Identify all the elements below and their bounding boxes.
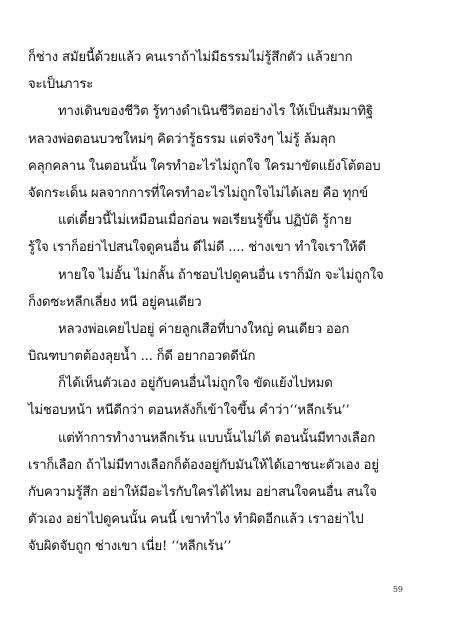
text-line: เราก็เลือก ถ้าไม่มีทางเลือกก็ต้องอยู่กับมันให้ได้เอาชนะตัวเอง อยู่	[28, 457, 379, 473]
page-number: 59	[392, 585, 403, 594]
text-line: กับความรู้สึก อย่าให้มีอะไรกับใครได้ไหม อย่าสนใจคนอื่น สนใจ	[28, 485, 377, 500]
text-line: บิณฑบาตต้องลุยน้ำ ... ก็ดี อยากอวดดีนัก	[28, 349, 256, 365]
text-line: แต่เดี๋ยวนี้ไม่เหมือนเมื่อก่อน พอเรียนรู้ขึ้น ปฏิบัติ รู้กาย	[58, 213, 352, 229]
text-line: ตัวเอง อย่าไปดูคนนั้น คนนี้ เขาทำไง ทำผิดอีกแล้ว เราอย่าไป	[28, 512, 364, 528]
text-line: จะเป็นภาระ	[28, 77, 94, 93]
text-line: ก็งดซะหลีกเลี่ยง หนี อยู่คนเดียว	[28, 294, 202, 310]
body-text	[28, 44, 428, 561]
text-line: หลวงพ่อตอนบวชใหม่ๆ คิดว่ารู้ธรรม แต่จริงๆ ไม่รู้ ล้มลุก	[28, 131, 336, 147]
text-line: ไม่ชอบหน้า หนีดีกว่า ตอนหลังก็เข้าใจขึ้น คำว่า‘‘หลีกเร้น’’	[28, 403, 350, 419]
text-line: คลุกคลาน ในตอนนั้น ใครทำอะไรไม่ถูกใจ ใครมาขัดแย้งโต้ตอบ	[28, 158, 381, 174]
text-line: จับผิดจับถูก ช่างเขา เนี่ย! ‘‘หลีกเร้น’’	[28, 539, 232, 555]
text-line: ก็ได้เห็นตัวเอง อยู่กับคนอื่นไม่ถูกใจ ขัดแย้งไปหมด	[58, 376, 333, 392]
text-line: จัดกระเด็น ผลจากการที่ใครทำอะไรไม่ถูกใจไม่ได้เลย คือ ทุกข์	[28, 185, 368, 201]
text-line: หายใจ ไม่อั้น ไม่กลั้น ถ้าชอบไปดูคนอื่น เราก็มัก จะไม่ถูกใจ	[58, 267, 384, 283]
text-line: ก็ช่าง สมัยนี้ด้วยแล้ว คนเราถ้าไม่มีธรรมไม่รู้สึกตัว แล้วยาก	[28, 50, 353, 65]
text-line: แต่ท้าการทำงานหลีกเร้น แบบนั้นไม่ได้ ตอนนั้นมีทางเลือก	[58, 430, 376, 446]
text-line: หลวงพ่อเคยไปอยู่ ค่ายลูกเสือที่บางใหญ่ คนเดียว ออก	[58, 321, 350, 337]
text-line: รู้ใจ เราก็อย่าไปสนใจดูคนอื่น ดีไม่ดี .... ช่างเขา ทำใจเราให้ดี	[28, 240, 366, 256]
text-line: ทางเดินของชีวิต รู้ทางดำเนินชีวิตอย่างไร ให้เป็นสัมมาทิฐิ	[58, 104, 373, 120]
